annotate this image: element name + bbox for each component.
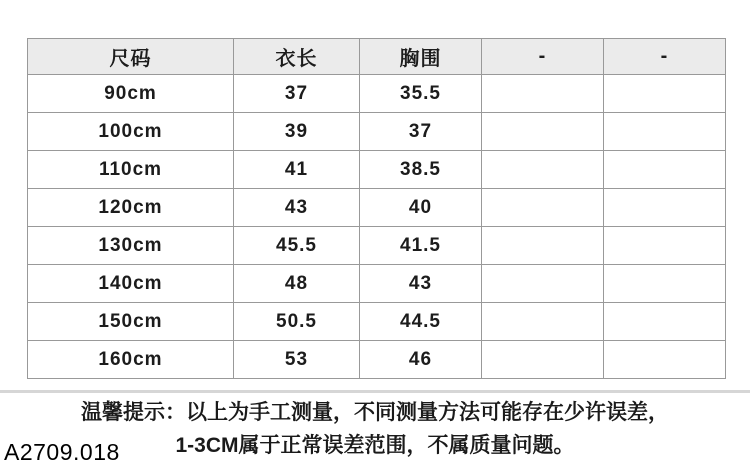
table-cell [604, 113, 726, 151]
table-cell [604, 265, 726, 303]
table-cell: 43 [234, 189, 360, 227]
table-row [28, 75, 726, 113]
table-cell [482, 75, 604, 113]
table-cell: 48 [234, 265, 360, 303]
table-cell: 38.5 [360, 151, 482, 189]
table-cell: 100cm [28, 113, 234, 151]
header-row [28, 39, 726, 75]
table-cell [604, 341, 726, 379]
table-row [28, 265, 726, 303]
column-header: 胸围 [360, 39, 482, 75]
table-cell [482, 303, 604, 341]
size-table-header [28, 39, 726, 75]
table-cell [604, 227, 726, 265]
table-row [28, 227, 726, 265]
table-cell [482, 189, 604, 227]
table-cell: 46 [360, 341, 482, 379]
note-line-1: 温馨提示：以上为手工测量，不同测量方法可能存在少许误差， [81, 401, 669, 424]
table-row [28, 303, 726, 341]
column-header: - [604, 39, 726, 75]
table-cell [482, 265, 604, 303]
table-cell: 90cm [28, 75, 234, 113]
column-header: 衣长 [234, 39, 360, 75]
table-cell: 160cm [28, 341, 234, 379]
table-cell [604, 75, 726, 113]
table-cell: 37 [234, 75, 360, 113]
table-cell: 53 [234, 341, 360, 379]
divider-strip [0, 390, 750, 393]
table-cell: 110cm [28, 151, 234, 189]
table-cell [604, 303, 726, 341]
table-cell [482, 227, 604, 265]
table-cell: 35.5 [360, 75, 482, 113]
table-cell: 130cm [28, 227, 234, 265]
table-cell: 45.5 [234, 227, 360, 265]
column-header: 尺码 [28, 39, 234, 75]
table-cell: 120cm [28, 189, 234, 227]
note-line-2: 1-3CM属于正常误差范围，不属质量问题。 [175, 434, 575, 457]
table-cell [604, 189, 726, 227]
table-cell: 50.5 [234, 303, 360, 341]
table-cell [482, 151, 604, 189]
table-cell: 37 [360, 113, 482, 151]
table-row [28, 113, 726, 151]
table-cell [482, 341, 604, 379]
table-cell: 140cm [28, 265, 234, 303]
size-table-body [28, 75, 726, 379]
size-table [27, 38, 726, 379]
table-cell [482, 113, 604, 151]
table-cell: 40 [360, 189, 482, 227]
table-row [28, 341, 726, 379]
table-cell: 39 [234, 113, 360, 151]
table-row [28, 151, 726, 189]
table-cell: 44.5 [360, 303, 482, 341]
table-cell: 43 [360, 265, 482, 303]
table-cell: 150cm [28, 303, 234, 341]
table-cell: 41 [234, 151, 360, 189]
table-cell [604, 151, 726, 189]
table-row [28, 189, 726, 227]
product-code: A2709.018 [4, 439, 120, 465]
table-cell: 41.5 [360, 227, 482, 265]
column-header: - [482, 39, 604, 75]
